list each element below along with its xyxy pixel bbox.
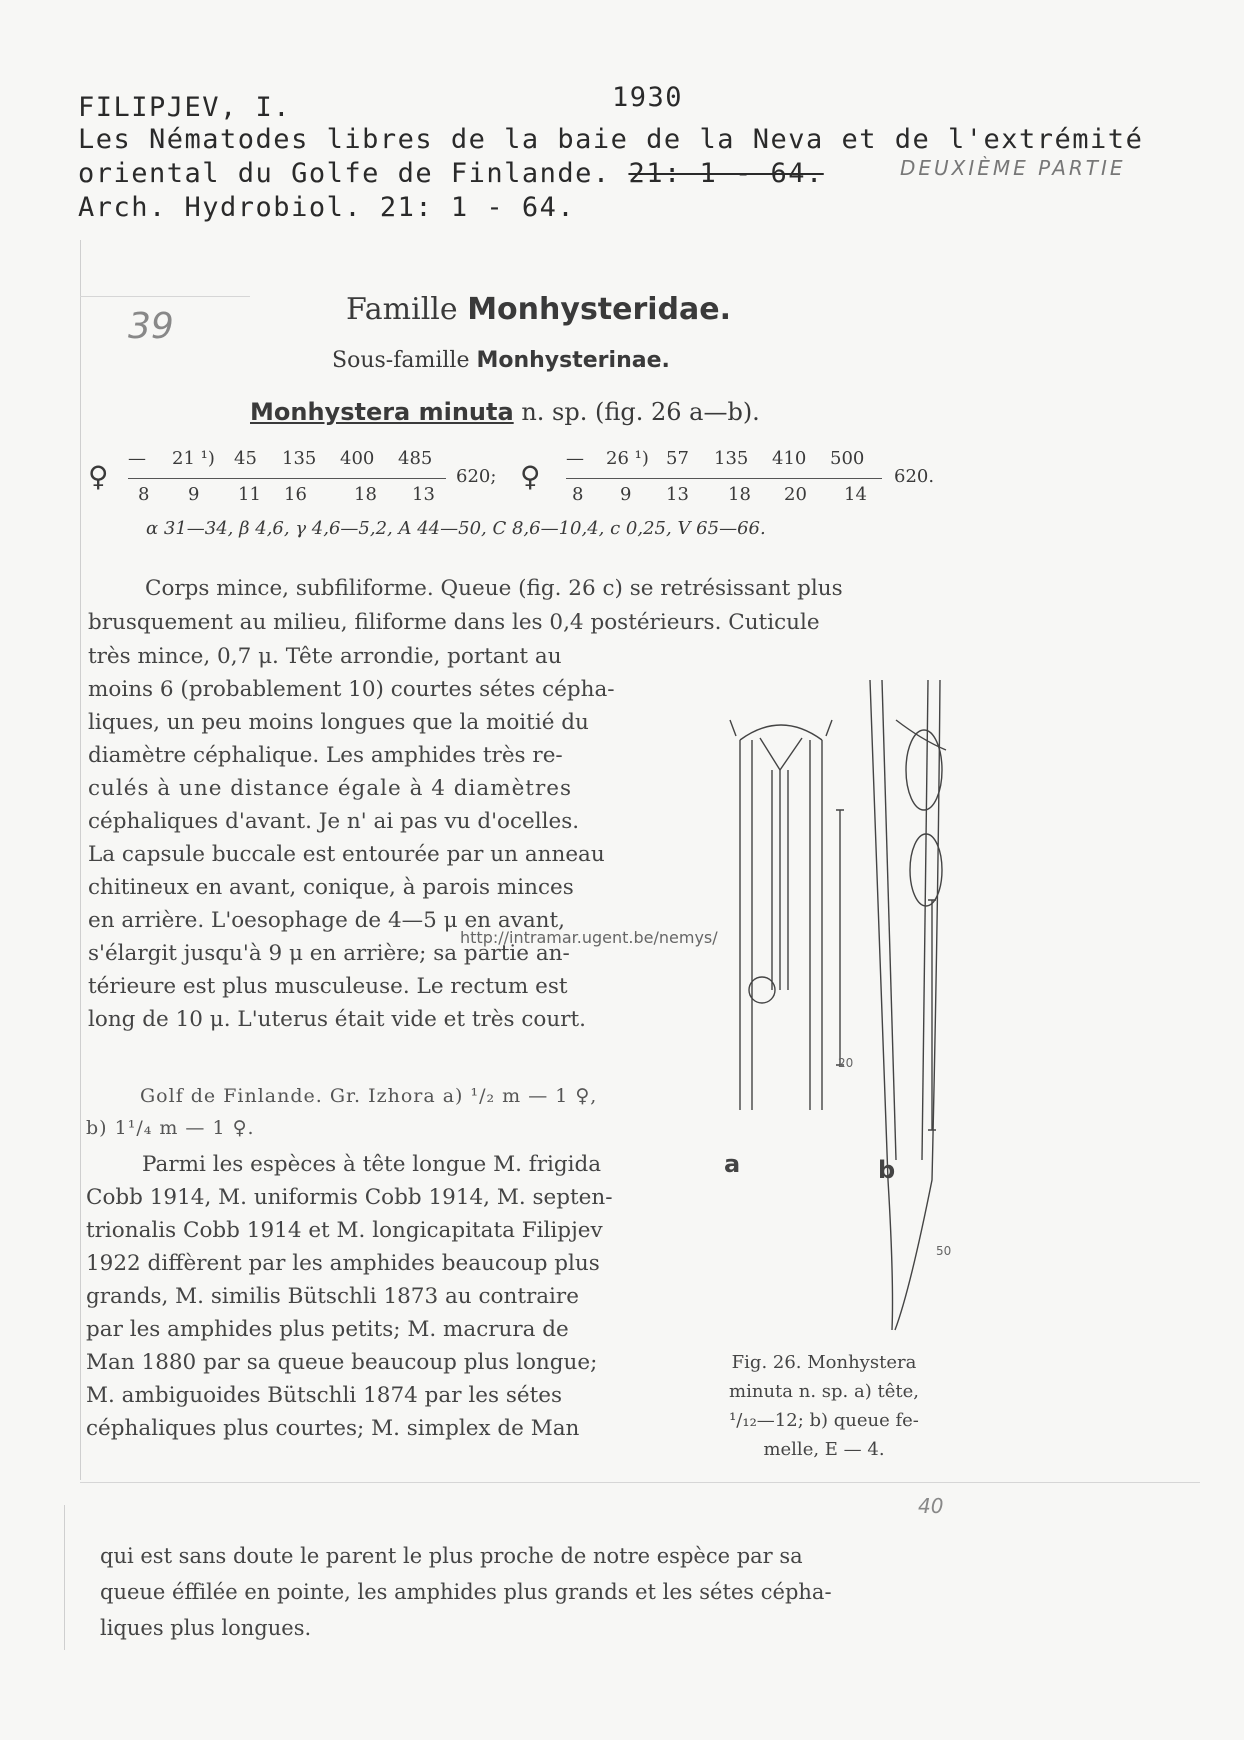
paragraph2-line: par les amphides plus petits; M. macrura de	[86, 1317, 569, 1342]
formula-value: 11	[238, 484, 261, 505]
paragraph1-line: diamètre céphalique. Les amphides très re-	[88, 743, 563, 768]
caption-line: ¹/₁₂—12; b) queue fe-	[729, 1410, 919, 1431]
formula-value: 410	[772, 448, 807, 469]
figure-26-drawing	[700, 660, 960, 1340]
formula-value: 500	[830, 448, 865, 469]
formula-value: —	[566, 448, 584, 469]
fraction-line-right	[566, 478, 882, 479]
female-symbol-left: ♀	[88, 460, 109, 493]
paragraph1-narrow-column	[88, 640, 668, 1036]
paragraph1-line: céphaliques d'avant. Je n' ai pas vu d'ocelles.	[88, 809, 580, 834]
figure-label-a: a	[724, 1150, 741, 1178]
buccal-capsule	[760, 738, 802, 770]
formula-left-total: 620;	[456, 466, 497, 487]
paragraph1-line: long de 10 μ. L'uterus était vide et très court.	[88, 1007, 586, 1032]
citation-journal: Arch. Hydrobiol. 21: 1 - 64.	[78, 192, 576, 223]
paragraph2-line: grands, M. similis Bütschli 1873 au contraire	[86, 1284, 579, 1309]
paragraph1-line2: brusquement au milieu, filiforme dans les 0,4 postérieurs. Cuticule	[88, 610, 820, 635]
paragraph1-line: La capsule buccale est entourée par un anneau	[88, 842, 605, 867]
scale-label-a: 20	[838, 1056, 854, 1070]
species-heading	[250, 398, 760, 426]
paragraph3-line: queue éffilée en pointe, les amphides plus grands et les sétes cépha-	[100, 1580, 832, 1604]
figure-caption	[706, 1348, 942, 1464]
paragraph2-line: trionalis Cobb 1914 et M. longicapitata Filipjev	[86, 1218, 603, 1243]
locality-line2: b) 1¹/₄ m — 1 ♀.	[86, 1117, 255, 1139]
citation-title-line2	[78, 158, 824, 189]
paragraph2-line: céphaliques plus courtes; M. simplex de Man	[86, 1416, 580, 1441]
figure-label-b: b	[878, 1156, 896, 1184]
fraction-line-left	[128, 478, 446, 479]
formula-value: 57	[666, 448, 689, 469]
slip-left-border	[80, 240, 81, 1480]
paragraph2-line: Cobb 1914, M. uniformis Cobb 1914, M. septen-	[86, 1185, 613, 1210]
family-prefix: Famille	[346, 292, 458, 327]
paragraph1-line: chitineux en avant, conique, à parois minces	[88, 875, 574, 900]
citation-title-line1: Les Nématodes libres de la baie de la Neva et de l'extrémité	[78, 124, 1144, 155]
paragraph2-line: Parmi les espèces à tête longue M. frigida	[142, 1152, 602, 1177]
formula-value: 13	[666, 484, 689, 505]
subfamily-name: Monhysterinae.	[476, 348, 670, 373]
caption-line: Fig. 26. Monhystera	[731, 1352, 917, 1373]
formula-value: 20	[784, 484, 807, 505]
formula-value: 135	[714, 448, 749, 469]
formula-value: 14	[844, 484, 867, 505]
paragraph2-line: M. ambiguoides Bütschli 1874 par les sétes	[86, 1383, 562, 1408]
formula-value: 26 ¹)	[606, 448, 649, 469]
paragraph2-line: Man 1880 par sa queue beaucoup plus longue;	[86, 1350, 598, 1375]
amphid	[749, 977, 775, 1003]
paragraph1-line: liques, un peu moins longues que la moitié du	[88, 710, 589, 735]
paragraph2	[86, 1148, 686, 1445]
struck-reference: 21: 1 - 64.	[628, 158, 824, 189]
handwritten-note: DEUXIÈME PARTIE	[900, 156, 1126, 180]
formula-value: 16	[284, 484, 307, 505]
paragraph2-line: 1922 diffèrent par les amphides beaucoup plus	[86, 1251, 600, 1276]
paragraph1-line: s'élargit jusqu'à 9 μ en arrière; sa partie an-	[88, 941, 570, 966]
paragraph1-line: en arrière. L'oesophage de 4—5 μ en avant,	[88, 908, 565, 933]
formula-value: 45	[234, 448, 257, 469]
formula-value: 8	[138, 484, 150, 505]
caption-line: minuta n. sp. a) tête,	[729, 1381, 919, 1402]
species-suffix: n. sp. (fig. 26 a—b).	[521, 398, 760, 426]
lower-slip-border	[64, 1505, 65, 1650]
formula-value: 485	[398, 448, 433, 469]
tail-drawing	[870, 680, 946, 1330]
slip-top-border	[80, 296, 250, 297]
citation-author: FILIPJEV, I.	[78, 92, 292, 123]
family-heading	[346, 292, 731, 327]
slip-bottom-border	[80, 1482, 1200, 1483]
locality-line1: Golf de Finlande. Gr. Izhora a) ¹/₂ m — 1 ♀,	[140, 1085, 598, 1107]
head-tip	[740, 725, 822, 740]
watermark-url[interactable]: http://intramar.ugent.be/nemys/	[460, 928, 718, 947]
paragraph1-line1: Corps mince, subfiliforme. Queue (fig. 26 c) se retrésissant plus	[145, 576, 843, 601]
citation-year: 1930	[612, 82, 684, 113]
female-symbol-right: ♀	[520, 460, 541, 493]
page-number-mark: 39	[128, 306, 174, 347]
scale-bar-a	[836, 810, 844, 1065]
formula-value: 18	[354, 484, 377, 505]
subfamily-prefix: Sous-famille	[332, 348, 470, 373]
formula-value: 9	[620, 484, 632, 505]
paragraph3-line: qui est sans doute le parent le plus proche de notre espèce par sa	[100, 1544, 803, 1568]
paragraph3-line: liques plus longues.	[100, 1616, 312, 1640]
formula-value: 9	[188, 484, 200, 505]
paragraph1-line: culés à une distance égale à 4 diamètres	[88, 776, 572, 801]
paragraph1-line: très mince, 0,7 μ. Tête arrondie, portant au	[88, 644, 562, 669]
citation-title-text: oriental du Golfe de Finlande.	[78, 158, 611, 189]
formula-value: 400	[340, 448, 375, 469]
species-name: Monhystera minuta	[250, 398, 514, 426]
formula-value: —	[128, 448, 146, 469]
paragraph1-line: térieure est plus musculeuse. Le rectum est	[88, 974, 568, 999]
formula-value: 135	[282, 448, 317, 469]
scale-label-b: 50	[936, 1244, 952, 1258]
page-mark-bottom: 40	[918, 1494, 944, 1518]
paragraph3	[100, 1538, 980, 1646]
caption-line: melle, E — 4.	[763, 1439, 885, 1460]
subfamily-heading	[332, 348, 670, 373]
cephalic-setae	[730, 720, 832, 736]
paragraph1-line: moins 6 (probablement 10) courtes sétes cépha-	[88, 677, 615, 702]
formula-indices: α 31—34, β 4,6, γ 4,6—5,2, A 44—50, C 8,6—10,4, c 0,25, V 65—66.	[146, 518, 766, 539]
family-name: Monhysteridae.	[467, 292, 732, 327]
formula-right-total: 620.	[894, 466, 935, 487]
formula-value: 13	[412, 484, 435, 505]
formula-value: 18	[728, 484, 751, 505]
formula-value: 8	[572, 484, 584, 505]
formula-value: 21 ¹)	[172, 448, 215, 469]
